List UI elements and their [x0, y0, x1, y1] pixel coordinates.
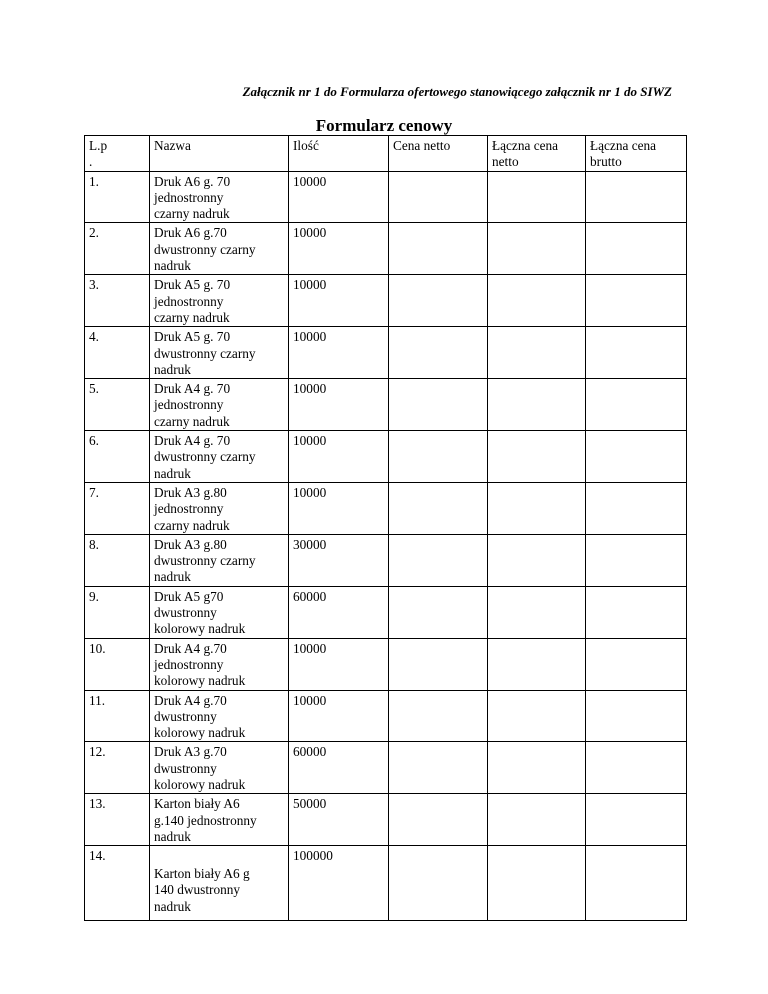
- row-lp: 11.: [85, 690, 150, 742]
- row-total-gross-cell: [586, 482, 687, 534]
- row-total-gross-cell: [586, 690, 687, 742]
- row-quantity: 10000: [289, 379, 389, 431]
- row-total-net-cell: [488, 482, 586, 534]
- row-net-price-cell: [389, 638, 488, 690]
- row-net-price-cell: [389, 275, 488, 327]
- row-quantity: 10000: [289, 171, 389, 223]
- row-quantity: 10000: [289, 431, 389, 483]
- table-row: [85, 431, 687, 483]
- row-name: Druk A6 g. 70 jednostronny czarny nadruk: [150, 171, 289, 223]
- row-total-gross-cell: [586, 171, 687, 223]
- table-row: [85, 586, 687, 638]
- row-lp: 1.: [85, 171, 150, 223]
- row-net-price-cell: [389, 846, 488, 921]
- row-name: Druk A4 g. 70 jednostronny czarny nadruk: [150, 379, 289, 431]
- row-total-net-cell: [488, 223, 586, 275]
- row-net-price-cell: [389, 327, 488, 379]
- row-quantity: 50000: [289, 794, 389, 846]
- row-net-price-cell: [389, 534, 488, 586]
- table-row: [85, 275, 687, 327]
- column-header-net-price: Cena netto: [389, 136, 488, 172]
- row-total-gross-cell: [586, 534, 687, 586]
- row-net-price-cell: [389, 690, 488, 742]
- row-net-price-cell: [389, 171, 488, 223]
- row-name: Karton biały A6 g 140 dwustronny nadruk: [150, 846, 289, 921]
- row-total-gross-cell: [586, 638, 687, 690]
- row-name: Druk A4 g.70 dwustronny kolorowy nadruk: [150, 690, 289, 742]
- row-quantity: 10000: [289, 327, 389, 379]
- row-net-price-cell: [389, 431, 488, 483]
- row-total-net-cell: [488, 846, 586, 921]
- row-quantity: 30000: [289, 534, 389, 586]
- row-lp: 9.: [85, 586, 150, 638]
- row-net-price-cell: [389, 586, 488, 638]
- attachment-note: Załącznik nr 1 do Formularza ofertowego stanowiącego załącznik nr 1 do SIWZ: [242, 84, 672, 99]
- table-row: [85, 690, 687, 742]
- column-header-total-gross: Łączna cena brutto: [586, 136, 687, 172]
- row-quantity: 10000: [289, 223, 389, 275]
- table-row: [85, 171, 687, 223]
- row-total-net-cell: [488, 275, 586, 327]
- row-net-price-cell: [389, 223, 488, 275]
- row-total-gross-cell: [586, 794, 687, 846]
- row-total-net-cell: [488, 431, 586, 483]
- row-lp: 5.: [85, 379, 150, 431]
- row-lp: 12.: [85, 742, 150, 794]
- table-header-row: [85, 136, 687, 172]
- table-row: [85, 742, 687, 794]
- row-total-gross-cell: [586, 742, 687, 794]
- row-quantity: 10000: [289, 690, 389, 742]
- column-header-lp: L.p .: [85, 136, 150, 172]
- table-row: [85, 482, 687, 534]
- table-row: [85, 638, 687, 690]
- row-quantity: 10000: [289, 482, 389, 534]
- row-total-gross-cell: [586, 223, 687, 275]
- table-row: [85, 327, 687, 379]
- row-total-net-cell: [488, 638, 586, 690]
- row-total-net-cell: [488, 379, 586, 431]
- row-lp: 13.: [85, 794, 150, 846]
- row-total-gross-cell: [586, 379, 687, 431]
- price-form-table: [84, 135, 687, 921]
- row-lp: 14.: [85, 846, 150, 921]
- row-name: Druk A4 g. 70 dwustronny czarny nadruk: [150, 431, 289, 483]
- row-name: Druk A4 g.70 jednostronny kolorowy nadruk: [150, 638, 289, 690]
- row-total-net-cell: [488, 327, 586, 379]
- row-total-net-cell: [488, 690, 586, 742]
- column-header-total-net: Łączna cena netto: [488, 136, 586, 172]
- row-name: Druk A5 g. 70 jednostronny czarny nadruk: [150, 275, 289, 327]
- row-quantity: 60000: [289, 586, 389, 638]
- row-quantity: 60000: [289, 742, 389, 794]
- row-name: Druk A5 g70 dwustronny kolorowy nadruk: [150, 586, 289, 638]
- row-net-price-cell: [389, 482, 488, 534]
- row-name: Druk A5 g. 70 dwustronny czarny nadruk: [150, 327, 289, 379]
- column-header-name: Nazwa: [150, 136, 289, 172]
- row-quantity: 10000: [289, 275, 389, 327]
- row-net-price-cell: [389, 742, 488, 794]
- row-lp: 3.: [85, 275, 150, 327]
- row-lp: 2.: [85, 223, 150, 275]
- row-lp: 7.: [85, 482, 150, 534]
- row-name: Druk A6 g.70 dwustronny czarny nadruk: [150, 223, 289, 275]
- row-lp: 10.: [85, 638, 150, 690]
- row-name: Druk A3 g.70 dwustronny kolorowy nadruk: [150, 742, 289, 794]
- row-lp: 8.: [85, 534, 150, 586]
- row-total-net-cell: [488, 534, 586, 586]
- table-row: [85, 379, 687, 431]
- row-name: Karton biały A6 g.140 jednostronny nadruk: [150, 794, 289, 846]
- table-row: [85, 794, 687, 846]
- row-total-net-cell: [488, 171, 586, 223]
- table-row: [85, 223, 687, 275]
- row-name: Druk A3 g.80 dwustronny czarny nadruk: [150, 534, 289, 586]
- row-lp: 4.: [85, 327, 150, 379]
- row-total-net-cell: [488, 586, 586, 638]
- table-row: [85, 534, 687, 586]
- row-name: Druk A3 g.80 jednostronny czarny nadruk: [150, 482, 289, 534]
- row-total-gross-cell: [586, 327, 687, 379]
- row-net-price-cell: [389, 379, 488, 431]
- row-lp: 6.: [85, 431, 150, 483]
- row-total-net-cell: [488, 794, 586, 846]
- row-quantity: 100000: [289, 846, 389, 921]
- table-row: [85, 846, 687, 921]
- row-total-gross-cell: [586, 275, 687, 327]
- row-total-net-cell: [488, 742, 586, 794]
- row-total-gross-cell: [586, 586, 687, 638]
- row-total-gross-cell: [586, 846, 687, 921]
- row-quantity: 10000: [289, 638, 389, 690]
- form-title: Formularz cenowy: [315, 116, 453, 135]
- row-total-gross-cell: [586, 431, 687, 483]
- column-header-quantity: Ilość: [289, 136, 389, 172]
- row-net-price-cell: [389, 794, 488, 846]
- table-body: [85, 171, 687, 921]
